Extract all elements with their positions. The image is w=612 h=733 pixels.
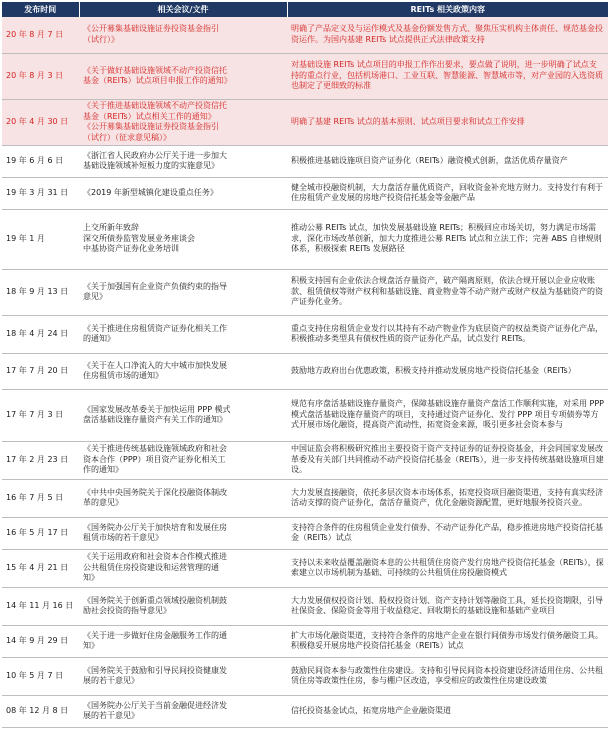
row-document xyxy=(79,441,287,479)
row-date: 10 年 5 月 7 日 xyxy=(2,657,79,695)
document-line: 《国务院办公厅关于加快培育和发展住房 xyxy=(83,522,227,532)
row-date: 14 年 9 月 29 日 xyxy=(2,625,79,657)
document-line: 《关于进一步做好住房金融服务工作的通 xyxy=(83,630,227,640)
row-policy-content: 中国证监会将积极研究推出主要投资于资产支持证券的证券投资基金，并会同国家发展改革委及有关部门共同推动不动产投资信托基金（REITs），进一步支持传统基础设施项目建设。 xyxy=(287,441,608,479)
row-document xyxy=(79,17,287,53)
document-line: 意见》 xyxy=(83,292,107,301)
document-line: 租赁市场的若干意见》 xyxy=(83,533,163,542)
row-policy-content: 大力发展债权投资计划、股权投资计划、资产支持计划等融资工具，延长投资期限，引导社保资金、保险资金等用于收益稳定、回收期长的基础设施和基础产业项目 xyxy=(287,587,608,625)
table-row xyxy=(2,625,608,657)
table-row xyxy=(2,145,608,177)
row-policy-content: 规范有序盘活基础设施存量资产，保障基础设施存量资产盘活工作顺利实施，对采用 PPP 模式盘活基础设施存量资产的项目，支持通过资产证券化、发行 PPP 项目专项债券等方式开展市场化融资，提高资产流动性，拓宽资金来源，吸引更多社会资本参与 xyxy=(287,389,608,441)
table-row xyxy=(2,269,608,315)
document-line: 《国务院关于鼓励和引导民间投资健康发 xyxy=(83,665,227,675)
document-line: 知》 xyxy=(83,573,99,583)
document-line: 《国务院办公厅关于当前金融促进经济发 xyxy=(83,700,227,710)
document-line: 公共租赁住房投资建设和运营管理的通 xyxy=(83,562,219,572)
row-policy-content: 对基础设施 REITs 试点项目的申报工作作出要求，要点做了说明，进一步明确了试点支持的重点行业，包括机场港口、工业互联、智慧能源、智慧城市等，对产业园的入选资质也制定了更细致的标准 xyxy=(287,53,608,99)
row-policy-content: 明确了基建 REITs 试点的基本原则、试点项目要求和试点工作安排 xyxy=(287,99,608,145)
document-line: 励社会投资的指导意见》 xyxy=(83,606,171,615)
policy-table-container xyxy=(2,2,608,728)
document-line: 上交所新年致辞 xyxy=(83,223,139,233)
row-policy-content: 健全城市投融资机制，大力盘活存量优质资产，回收资金补充地方财力。支持发行有利于住房租赁产业发展的房地产投资信托基金等金融产品 xyxy=(287,177,608,209)
document-line: 《关于推进传统基础设施领域政府和社会 xyxy=(83,444,227,454)
row-document xyxy=(79,99,287,145)
table-row xyxy=(2,177,608,209)
table-row xyxy=(2,549,608,587)
row-policy-content: 积极支持国有企业依法合规盘活存量资产，破产隔离原则，依法合规开展以企业应收账款、租赁债权等财产权利和基础设施、商业物业等不动产财产或财产权益为基础资产的资产证券化业务。 xyxy=(287,269,608,315)
document-line: 《2019 年新型城镇化建设重点任务》 xyxy=(83,187,218,197)
row-date: 16 年 5 月 17 日 xyxy=(2,517,79,549)
reits-policy-table xyxy=(2,2,608,728)
row-policy-content: 支持以未来收益覆盖融资本息的公共租赁住房资产发行房地产投资信托基金（REITs），探索建立以市场机制为基础、可持续的公共租赁住房投融资模式 xyxy=(287,549,608,587)
row-policy-content: 扩大市场化融资渠道，支持符合条件的房地产企业在银行间债券市场发行债务融资工具。积极稳妥开展房地产投资信托基金（REITs）试点 xyxy=(287,625,608,657)
document-line: 展的若干意见》 xyxy=(83,711,139,720)
row-policy-content: 鼓励民间资本参与政策性住房建设。支持和引导民间资本投资建设经济适用住房、公共租赁住房等政策性住房，参与棚户区改造，享受相应的政策性住房建设政策 xyxy=(287,657,608,695)
row-policy-content: 重点支持住房租赁企业发行以其持有不动产物业作为底层资产的权益类资产证券化产品，积极推动多类型具有债权性质的资产证券化产品，试点发行 REITs。 xyxy=(287,315,608,353)
row-date: 17 年 2 月 23 日 xyxy=(2,441,79,479)
document-line: 《关于推进住房租赁资产证券化相关工作 xyxy=(83,323,227,333)
document-line: 《浙江省人民政府办公厅关于进一步加大 xyxy=(83,150,227,160)
document-line: 《关于运用政府和社会资本合作模式推进 xyxy=(83,552,227,562)
row-document xyxy=(79,269,287,315)
row-date: 19 年 1 月 xyxy=(2,209,79,269)
row-policy-content: 大力发展直接融资，依托多层次资本市场体系，拓宽投资项目融资渠道，支持有真实经济活动支撑的资产证券化，盘活存量资产，优化金融资源配置，更好地服务投资兴业。 xyxy=(287,479,608,517)
row-date: 19 年 6 月 6 日 xyxy=(2,145,79,177)
document-line: 《国务院关于创新重点领域投融资机制鼓 xyxy=(83,595,227,605)
row-document xyxy=(79,53,287,99)
document-line: （试行）》 xyxy=(83,34,119,44)
table-row xyxy=(2,353,608,389)
table-body xyxy=(2,17,608,727)
row-policy-content: 积极推进基础设施项目资产证券化（REITs）融资模式创新，盘活优质存量资产 xyxy=(287,145,608,177)
document-line: 《关于加强国有企业资产负债约束的指导 xyxy=(83,281,227,291)
header-document: 相关会议/文件 xyxy=(79,2,287,17)
row-date: 17 年 7 月 3 日 xyxy=(2,389,79,441)
table-row xyxy=(2,657,608,695)
document-line: 住房租赁市场的通知》 xyxy=(83,371,163,380)
row-policy-content: 鼓励地方政府出台优惠政策，积极支持并推动发展房地产投资信托基金（REITs） xyxy=(287,353,608,389)
row-document xyxy=(79,517,287,549)
row-date: 08 年 12 月 8 日 xyxy=(2,695,79,727)
row-document xyxy=(79,549,287,587)
row-document xyxy=(79,389,287,441)
document-line: 基金（REITs）试点相关工作的通知》 xyxy=(83,111,216,121)
row-document xyxy=(79,479,287,517)
table-row xyxy=(2,209,608,269)
document-line: 《公开募集基础设施证券投资基金指引 xyxy=(83,24,219,34)
row-policy-content: 支持符合条件的住房租赁企业发行债券、不动产证券化产品，稳步推进房地产投资信托基金（REITs）试点 xyxy=(287,517,608,549)
row-date: 18 年 4 月 24 日 xyxy=(2,315,79,353)
table-row xyxy=(2,441,608,479)
row-document xyxy=(79,145,287,177)
document-line: 深交所债券监管发展业务座谈会 xyxy=(83,233,195,243)
table-row xyxy=(2,53,608,99)
row-document xyxy=(79,177,287,209)
row-date: 18 年 9 月 13 日 xyxy=(2,269,79,315)
table-row xyxy=(2,315,608,353)
document-line: 《国家发展改革委关于加快运用 PPP 模式 xyxy=(83,404,231,414)
row-date: 16 年 7 月 5 日 xyxy=(2,479,79,517)
document-line: 《关于在人口净流入的大中城市加快发展 xyxy=(83,360,227,370)
row-document xyxy=(79,353,287,389)
row-document xyxy=(79,587,287,625)
table-row xyxy=(2,17,608,53)
row-document xyxy=(79,657,287,695)
row-date: 19 年 3 月 31 日 xyxy=(2,177,79,209)
table-row xyxy=(2,517,608,549)
header-date: 发布时间 xyxy=(2,2,79,17)
document-line: （试行）（征求意见稿）》 xyxy=(83,132,171,142)
document-line: 资本合作（PPP）项目资产证券化相关工 xyxy=(83,454,226,464)
table-row xyxy=(2,389,608,441)
row-date: 15 年 4 月 21 日 xyxy=(2,549,79,587)
document-line: 知》 xyxy=(83,641,99,650)
row-document xyxy=(79,315,287,353)
table-row xyxy=(2,695,608,727)
document-line: 基金（REITs）试点项目申报工作的通知》 xyxy=(83,76,232,85)
row-policy-content: 推动公募 REITs 试点，加快发展基础设施 REITs；积极回应市场关切，努力满足市场需求，深化市场改革创新，加大力度推进公募 REITs 试点和立法工作；完善 ABS 自律规则体系，积极探索 REITs 发展路径 xyxy=(287,209,608,269)
table-row xyxy=(2,587,608,625)
document-line: 中基协资产证券化业务培训 xyxy=(83,244,179,254)
document-line: 革的意见》 xyxy=(83,498,123,507)
header-content: REITs 相关政策内容 xyxy=(287,2,608,17)
document-line: 《关于推进基础设施领域不动产投资信托 xyxy=(83,101,227,110)
document-line: 展的若干意见》 xyxy=(83,676,139,685)
row-date: 20 年 8 月 7 日 xyxy=(2,17,79,53)
row-policy-content: 信托投资基金试点，拓宽房地产企业融资渠道 xyxy=(287,695,608,727)
table-row xyxy=(2,99,608,145)
document-line: 基础设施领域补短板力度的实施意见》 xyxy=(83,161,219,170)
document-line: 《关于做好基础设施领域不动产投资信托 xyxy=(83,65,227,75)
row-document xyxy=(79,695,287,727)
row-date: 17 年 7 月 20 日 xyxy=(2,353,79,389)
document-line: 作的通知》 xyxy=(83,465,123,475)
row-document xyxy=(79,209,287,269)
table-header-row xyxy=(2,2,608,17)
row-date: 20 年 8 月 3 日 xyxy=(2,53,79,99)
row-document xyxy=(79,625,287,657)
row-policy-content: 明确了产品定义及与运作模式及基金份额发售方式、聚焦压实机构主体责任、规范基金投资运作。为国内基建 REITs 试点提供正式法律政策支持 xyxy=(287,17,608,53)
document-line: 的通知》 xyxy=(83,334,115,343)
document-line: 《中共中央国务院关于深化投融资体制改 xyxy=(83,487,227,497)
row-date: 14 年 11 月 16 日 xyxy=(2,587,79,625)
table-row xyxy=(2,479,608,517)
document-line: 《公开募集基础设施证券投资基金指引 xyxy=(83,122,219,131)
row-date: 20 年 4 月 30 日 xyxy=(2,99,79,145)
document-line: 盘活基础设施存量资产有关工作的通知》 xyxy=(83,415,227,424)
